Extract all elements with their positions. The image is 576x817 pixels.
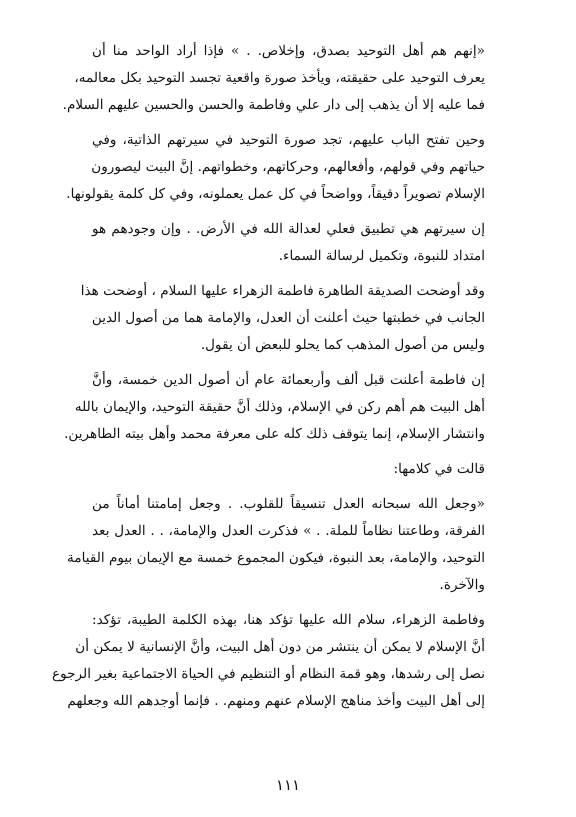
text-line: وفاطمة الزهراء، سلام الله عليها تؤكد هنا، بهذه الكلمة الطيبة، تؤكد: (92, 612, 485, 628)
text-line: «وجعل الله سبحانه العدل تنسيقاً للقلوب. . وجعل إمامتنا أماناً من (92, 496, 485, 512)
text-line: حياتهم وفي قولهم، وأفعالهم، وحركاتهم، وخطواتهم. إنَّ البيت ليصورون (91, 159, 485, 175)
text-line: وحين تفتح الباب عليهم، تجد صورة التوحيد في سيرتهم الذاتية، وفي (92, 132, 485, 148)
text-line: وقد أوضحت الصديقة الطاهرة فاطمة الزهراء عليها السلام ، أوضحت هذا (80, 283, 485, 299)
paragraph (92, 456, 485, 483)
text-line: يعرف التوحيد على حقيقته، ويأخذ صورة واقعية تجسد التوحيد بكل معالمه، (74, 70, 485, 86)
text-line: الفرقة، وطاعتنا نظاماً للملة. . » فذكرت العدل والإمامة، . . العدل بعد (92, 523, 485, 539)
text-line: الإسلام تصويراً دقيقاً، وواضحاً في كل عمل يعملونه، وفي كل كلمة يقولونها. (66, 186, 485, 202)
text-line: أنَّ الإسلام لا يمكن أن ينتشر من دون أهل البيت، وأنَّ الإنسانية لا يمكن أن (75, 639, 485, 655)
text-line: إلى أهل البيت وأخذ مناهج الإسلام عنهم ومنهم. . فإنما أوجدهم الله وجعلهم (67, 693, 485, 709)
paragraph (66, 127, 485, 208)
text-line: إن فاطمة أعلنت قبل ألف وأربعمائة عام أن أصول الدين خمسة، وأنَّ (92, 372, 485, 388)
text-line: نصل إلى رشدها، وهو قمة النظام أو التنظيم في الحياة الاجتماعية بغير الرجوع (52, 666, 485, 682)
text-line: فما عليه إلا أن يذهب إلى دار علي وفاطمة والحسن والحسين عليهم السلام. (62, 97, 485, 113)
text-line: إن سيرتهم هي تطبيق فعلي لعدالة الله في الأرض. . وإن وجودهم هو (92, 221, 485, 237)
paragraph (92, 216, 485, 270)
paragraph (67, 491, 485, 599)
paragraph (64, 367, 485, 448)
text-line: وانتشار الإسلام، إنما يتوقف ذلك كله على معرفة محمد وأهل بيته الطاهرين. (64, 426, 485, 442)
page-number: ١١١ (275, 776, 301, 794)
page-body (52, 38, 485, 723)
text-line: والآخرة. (439, 577, 485, 593)
text-line: التوحيد، والإمامة، بعد النبوة، فيكون المجموع خمسة مع الإيمان بيوم القيامة (67, 550, 485, 566)
text-line: قالت في كلامها: (393, 461, 485, 477)
paragraph (62, 38, 485, 119)
text-line: وليس من أصول المذهب كما يحلو للبعض أن يقول. (200, 337, 485, 353)
text-line: الجانب في خطبتها حيث أعلنت أن العدل، والإمامة هما من أصول الدين (91, 310, 485, 326)
paragraph (52, 607, 485, 715)
text-line: أهل البيت هم أهم ركن في الإسلام، وذلك أنَّ حقيقة التوحيد، والإيمان بالله (74, 399, 485, 415)
paragraph (80, 278, 485, 359)
text-line: امتداد للنبوة، وتكميل لرسالة السماء. (278, 248, 485, 264)
text-line: «إنهم هم أهل التوحيد بصدق، وإخلاص. . » فإذا أراد الواحد منا أن (92, 43, 485, 59)
